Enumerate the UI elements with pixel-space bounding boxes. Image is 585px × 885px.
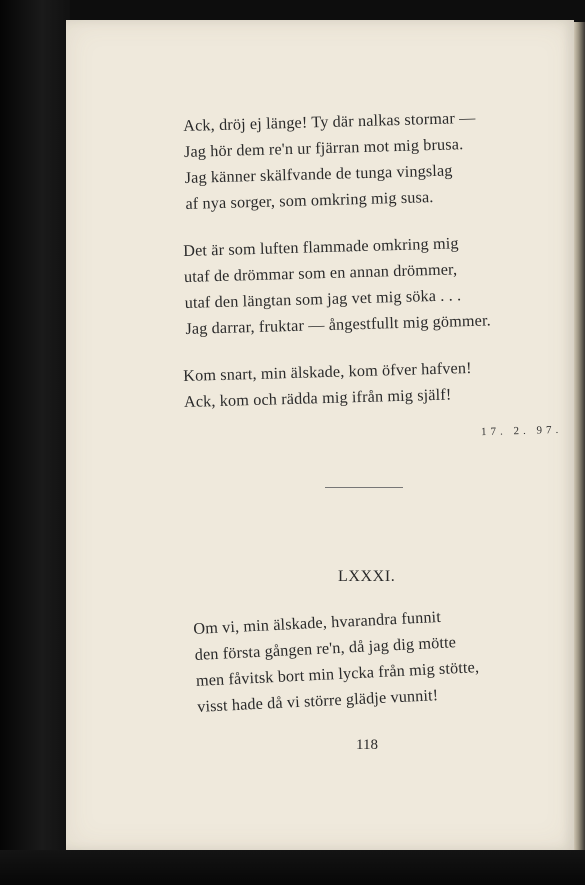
poem-number-heading: LXXXI. (338, 568, 396, 585)
verse-line: men fåvitsk bort min lycka från mig stötte, (195, 658, 480, 690)
verse-line: Om vi, min älskade, hvarandra funnit (193, 607, 442, 638)
page-number: 118 (356, 737, 378, 753)
verse-line: utaf den längtan som jag vet mig söka . . . (184, 286, 462, 312)
verse-line: Jag känner skälfvande de tunga vingslag (184, 161, 453, 187)
verse-line: Jag darrar, fruktar — ångestfullt mig gömmer. (185, 311, 492, 338)
verse-line: Ack, kom och rädda mig ifrån mig själf! (183, 385, 452, 411)
scan-background (0, 850, 585, 885)
verse-line: Ack, dröj ej länge! Ty där nalkas stormar — (183, 108, 476, 135)
verse-line: af nya sorger, som omkring mig susa. (185, 188, 434, 213)
verse-line: utaf de drömmar som en annan drömmer, (183, 260, 458, 286)
verse-line: visst hade då vi större glädje vunnit! (196, 686, 439, 716)
verse-line: Kom snart, min älskade, kom öfver hafven! (183, 358, 472, 385)
book-gutter-shadow (0, 0, 70, 885)
page-edge (574, 22, 585, 852)
poem-date: 17. 2. 97. (480, 423, 563, 439)
verse-line: Det är som luften flammade omkring mig (183, 234, 459, 260)
verse-line: Jag hör dem re'n ur fjärran mot mig brusa. (183, 135, 464, 161)
section-divider (325, 487, 403, 488)
verse-line: den första gången re'n, då jag dig mötte (194, 633, 457, 664)
